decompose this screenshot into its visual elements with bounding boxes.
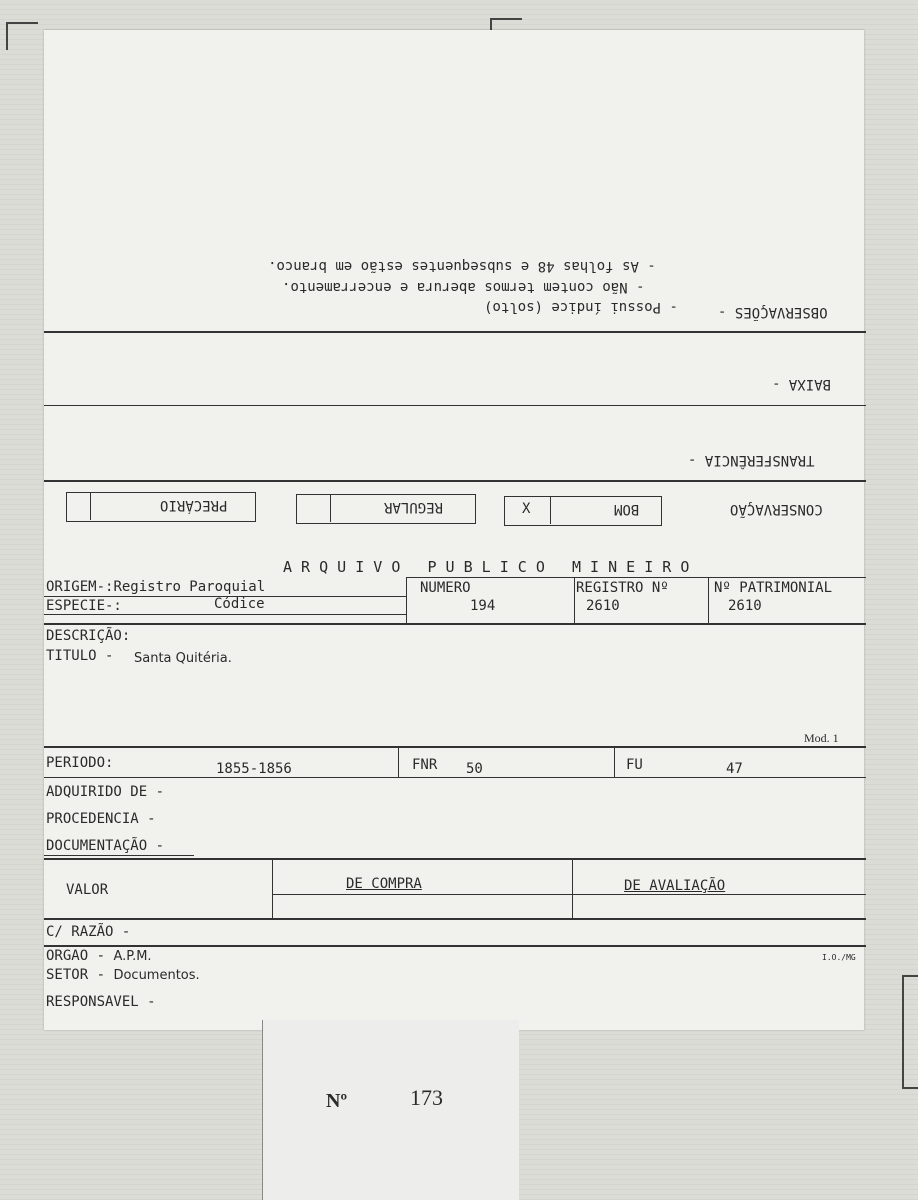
bom-mark: X (522, 501, 531, 517)
conservacao-label: CONSERVAÇÃO (730, 501, 823, 517)
rule-periodo (44, 777, 866, 778)
precario-label: PRECÁRIO (160, 497, 228, 513)
numero-label: NUMERO (420, 580, 471, 596)
transferencia-label: TRANSFERÊNCIA - (688, 452, 815, 468)
razao-label: C/ RAZÃO - (46, 924, 131, 940)
setor-label: SETOR - (46, 967, 106, 983)
rule-transferencia (44, 480, 866, 482)
rule-especie (44, 614, 406, 615)
observacoes-line-1: - Possui índice (solto) (484, 299, 678, 315)
institution-title: A R Q U I V O P U B L I C O M I N E I R O (283, 558, 690, 576)
card-stub (262, 1020, 519, 1200)
crop-mark-right (902, 975, 918, 1089)
rule-baixa (44, 405, 866, 406)
fnr-label: FNR (412, 757, 438, 773)
observacoes-line-3: - As folhas 48 e subsequentes estão em branco. (268, 258, 656, 274)
procedencia-label: PROCEDENCIA - (46, 811, 156, 827)
setor-value: Documentos. (113, 968, 200, 983)
origem-label: ORIGEM-: (46, 579, 114, 595)
rule-valor-bottom (44, 918, 866, 920)
printer-mark: I.O./MG (822, 953, 856, 962)
avaliacao-label: DE AVALIAÇÃO (624, 878, 726, 894)
rule-observacoes (44, 331, 866, 333)
orgao-value: A.P.M. (113, 949, 152, 964)
documentacao-label: DOCUMENTAÇÃO - (46, 838, 165, 854)
periodo-label: PERIODO: (46, 755, 114, 771)
regular-tick (330, 494, 331, 522)
stub-number-symbol: Nº (326, 1090, 348, 1112)
fnr-value: 50 (466, 761, 483, 777)
patrimonial-value: 2610 (728, 598, 762, 614)
observacoes-line-2: - Não contem termos aberura e encerramento. (282, 279, 645, 295)
registro-label: REGISTRO Nº (576, 580, 669, 596)
divider-fu (614, 748, 615, 778)
rule-header-top (406, 577, 866, 578)
descricao-label: DESCRIÇÃO: (46, 628, 131, 644)
numero-value: 194 (470, 598, 496, 614)
orgao-row (46, 948, 152, 965)
setor-row (46, 967, 200, 984)
especie-value: Códice (214, 596, 265, 612)
precario-tick (90, 492, 91, 520)
compra-label: DE COMPRA (346, 876, 422, 892)
rule-valor-top (44, 858, 866, 860)
rule-descricao (44, 746, 866, 748)
rule-identification (44, 623, 866, 625)
divider-numero (406, 578, 407, 624)
divider-fnr (398, 748, 399, 778)
fu-value: 47 (726, 761, 743, 777)
registro-value: 2610 (586, 598, 620, 614)
bom-label: BOM (614, 501, 640, 517)
stub-number: 173 (410, 1085, 443, 1110)
crop-mark-top-left (6, 22, 38, 50)
divider-patrimonial (708, 578, 709, 624)
fu-label: FU (626, 757, 643, 773)
regular-label: REGULAR (384, 499, 444, 515)
baixa-label: BAIXA - (772, 376, 832, 392)
archive-index-card (44, 30, 864, 1030)
periodo-value: 1855-1856 (216, 761, 292, 777)
divider-avaliacao (572, 858, 573, 918)
especie-label: ESPECIE-: (46, 598, 122, 614)
responsavel-label: RESPONSAVEL - (46, 994, 156, 1010)
origem-row (46, 579, 265, 595)
divider-valor (272, 858, 273, 918)
bom-tick (550, 496, 551, 524)
valor-label: VALOR (66, 882, 109, 898)
rule-razao (44, 945, 866, 947)
divider-registro (574, 578, 575, 624)
adquirido-label: ADQUIRIDO DE - (46, 784, 165, 800)
patrimonial-label: Nº PATRIMONIAL (714, 580, 833, 596)
titulo-value: Santa Quitéria. (134, 651, 232, 666)
rule-documentacao (44, 855, 194, 856)
observacoes-label: OBSERVAÇÕES - (718, 304, 828, 320)
model-number: Mod. 1 (804, 731, 839, 745)
rule-valor-mid (272, 894, 866, 895)
titulo-label: TITULO - (46, 648, 114, 664)
orgao-label: ORGAO - (46, 948, 106, 964)
origem-value: Registro Paroquial (113, 579, 266, 595)
